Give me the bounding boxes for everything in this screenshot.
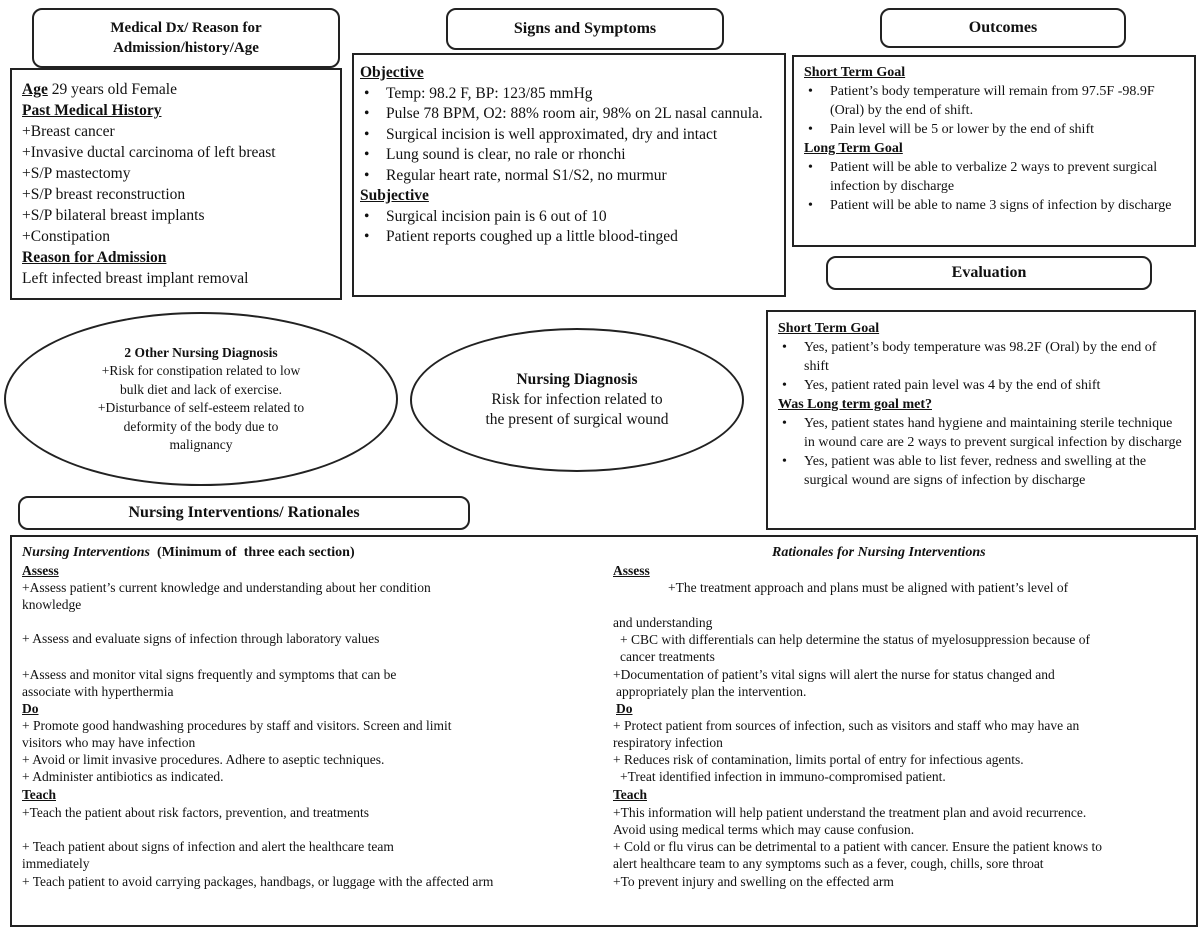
pmh-item: +Breast cancer (22, 123, 115, 140)
outcomes-long-item: • Patient will be able to verbalize 2 ways to prevent surgical infection by discharge (804, 158, 1184, 196)
patient-info-box (10, 68, 342, 300)
nursing-diagnosis-ellipse (410, 328, 744, 472)
other-dx-line: malignancy (169, 437, 233, 452)
intervention-line: + Teach patient about signs of infection and alert the healthcare team (22, 839, 394, 854)
nursing-dx-line: the present of surgical wound (485, 411, 669, 428)
other-nursing-diagnosis-ellipse (4, 312, 398, 486)
objective-item: • Pulse 78 BPM, O2: 88% room air, 98% on 2L nasal cannula. (360, 104, 778, 125)
age-label: Age (22, 81, 48, 98)
rationale-line: +This information will help patient understand the treatment plan and avoid recurrence. (613, 805, 1087, 820)
header-evaluation-label: Evaluation (951, 264, 1027, 281)
interventions-title (22, 546, 355, 560)
outcomes-long-label: Long Term Goal (804, 141, 903, 156)
pmh-item: +Invasive ductal carcinoma of left breast (22, 144, 276, 161)
outcomes-box (792, 55, 1196, 247)
rationale-line: respiratory infection (613, 735, 723, 750)
interventions-title-suffix: (Minimum of three each section) (149, 545, 355, 560)
evaluation-long-item: • Yes, patient was able to list fever, redness and swelling at the surgical wound are signs of infection by discharge (778, 452, 1184, 490)
intervention-line: +Assess patient’s current knowledge and understanding about her condition (22, 580, 431, 595)
objective-item: • Regular heart rate, normal S1/S2, no murmur (360, 166, 778, 187)
objective-label: Objective (360, 64, 424, 81)
signs-symptoms-box (352, 53, 786, 297)
other-dx-line: bulk diet and lack of exercise. (120, 381, 282, 397)
intervention-line: + Assess and evaluate signs of infection through laboratory values (22, 631, 380, 646)
nursing-dx-title: Nursing Diagnosis (516, 371, 638, 388)
other-dx-title: 2 Other Nursing Diagnosis (124, 344, 278, 360)
intervention-line: +Assess and monitor vital signs frequently and symptoms that can be (22, 667, 397, 682)
other-dx-line: +Disturbance of self-esteem related to (97, 400, 305, 415)
header-evaluation (826, 256, 1152, 290)
reason-label: Reason for Admission (22, 249, 167, 266)
subjective-item: • Patient reports coughed up a little blood-tinged (360, 227, 778, 248)
intervention-line: immediately (22, 856, 90, 871)
objective-item: • Surgical incision is well approximated, dry and intact (360, 125, 778, 146)
rationale-line: +To prevent injury and swelling on the effected arm (613, 874, 894, 889)
left-assess-label: Assess (22, 563, 59, 578)
header-medical-dx-label: Medical Dx/ Reason for Admission/history/Age (110, 19, 262, 56)
objective-item: • Lung sound is clear, no rale or rhonchi (360, 145, 778, 166)
rationale-line: appropriately plan the intervention. (616, 684, 807, 699)
reason-value: Left infected breast implant removal (22, 270, 249, 287)
outcomes-short-label: Short Term Goal (804, 65, 906, 80)
rationale-line: alert healthcare team to any symptoms such as a fever, cough, chills, sore throat (613, 856, 1044, 871)
evaluation-long-item: • Yes, patient states hand hygiene and maintaining sterile technique in wound care are 2 ways to prevent surgical infection by discharge (778, 414, 1184, 452)
rationale-line: + Reduces risk of contamination, limits portal of entry for infectious agents. (613, 752, 1024, 767)
outcomes-short-item: • Pain level will be 5 or lower by the end of shift (804, 120, 1184, 139)
intervention-line: +Teach the patient about risk factors, prevention, and treatments (22, 805, 370, 820)
right-do-label: Do (616, 701, 633, 716)
rationale-line: and understanding (613, 615, 713, 630)
interventions-title-text: Nursing Interventions (22, 545, 150, 560)
header-outcomes-label: Outcomes (968, 19, 1038, 36)
evaluation-short-item: • Yes, patient’s body temperature was 98.2F (Oral) by the end of shift (778, 338, 1184, 376)
header-outcomes (880, 8, 1126, 48)
objective-item: • Temp: 98.2 F, BP: 123/85 mmHg (360, 84, 778, 105)
header-medical-dx (32, 8, 340, 68)
evaluation-long-label: Was Long term goal met? (778, 397, 932, 412)
evaluation-box (766, 310, 1196, 530)
interventions-box (10, 535, 1198, 927)
other-dx-line: deformity of the body due to (123, 418, 279, 434)
rationale-line: + CBC with differentials can help determine the status of myelosuppression because of (620, 632, 1091, 647)
intervention-line: associate with hyperthermia (22, 684, 174, 699)
age-value: 29 years old Female (47, 81, 177, 98)
outcomes-short-item: • Patient’s body temperature will remain from 97.5F -98.9F (Oral) by the end of shift. (804, 82, 1184, 120)
rationale-line: +Documentation of patient’s vital signs will alert the nurse for status changed and (613, 667, 1055, 682)
pmh-item: +Constipation (22, 228, 110, 245)
intervention-line: + Avoid or limit invasive procedures. Adhere to aseptic techniques. (22, 752, 385, 767)
intervention-line: + Promote good handwashing procedures by staff and visitors. Screen and limit (22, 718, 452, 733)
rationales-title: Rationales for Nursing Interventions (772, 545, 986, 560)
right-assess-label: Assess (613, 563, 650, 578)
subjective-label: Subjective (360, 187, 429, 204)
header-signs-symptoms (446, 8, 724, 50)
nursing-dx-line: Risk for infection related to (491, 391, 663, 408)
intervention-line: visitors who may have infection (22, 735, 196, 750)
intervention-line: knowledge (22, 597, 82, 612)
left-teach-label: Teach (22, 787, 57, 802)
pmh-item: +S/P bilateral breast implants (22, 207, 205, 224)
header-signs-label: Signs and Symptoms (513, 20, 657, 37)
rationale-line: +Treat identified infection in immuno-compromised patient. (620, 769, 946, 784)
rationale-line: cancer treatments (620, 649, 715, 664)
left-do-label: Do (22, 701, 39, 716)
evaluation-short-label: Short Term Goal (778, 321, 880, 336)
outcomes-long-item: • Patient will be able to name 3 signs of infection by discharge (804, 196, 1184, 215)
pmh-item: +S/P mastectomy (22, 165, 131, 182)
rationale-line: + Protect patient from sources of infection, such as visitors and staff who may have an (613, 718, 1080, 733)
pmh-label: Past Medical History (22, 102, 162, 119)
right-teach-label: Teach (613, 787, 648, 802)
pmh-item: +S/P breast reconstruction (22, 186, 186, 203)
intervention-line: + Administer antibiotics as indicated. (22, 769, 224, 784)
rationale-line: +The treatment approach and plans must be aligned with patient’s level of (668, 580, 1069, 595)
subjective-item: • Surgical incision pain is 6 out of 10 (360, 207, 778, 228)
rationale-line: Avoid using medical terms which may cause confusion. (613, 822, 915, 837)
intervention-line: + Teach patient to avoid carrying packages, handbags, or luggage with the affected arm (22, 874, 494, 889)
other-dx-line: +Risk for constipation related to low (101, 363, 301, 378)
header-interventions-label: Nursing Interventions/ Rationales (128, 504, 360, 521)
header-interventions (18, 496, 470, 530)
rationale-line: + Cold or flu virus can be detrimental to a patient with cancer. Ensure the patient knows to (613, 839, 1102, 854)
evaluation-short-item: • Yes, patient rated pain level was 4 by the end of shift (778, 376, 1184, 395)
